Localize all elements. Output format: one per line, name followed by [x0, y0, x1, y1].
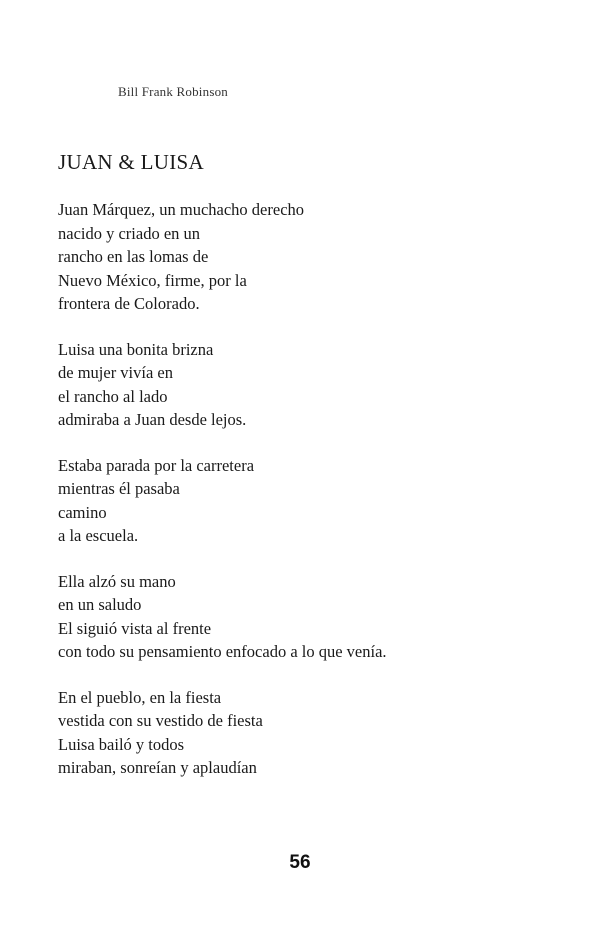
poem-line: a la escuela. [58, 526, 139, 545]
stanza-2 [58, 338, 578, 432]
stanza-3 [58, 454, 578, 548]
poem-line: el rancho al lado [58, 386, 168, 406]
poem-line: El siguió vista al frente [58, 618, 212, 638]
poem-line: frontera de Colorado. [58, 294, 200, 313]
poem-line: Luisa bailó y todos [58, 734, 185, 754]
poem-title: JUAN & LUISA [58, 150, 204, 174]
poem-line: admiraba a Juan desde lejos. [58, 410, 247, 429]
poem-line: nacido y criado en un [58, 223, 201, 243]
poem-line: con todo su pensamiento enfocado a lo que venía. [58, 642, 387, 661]
poem-line: En el pueblo, en la fiesta [58, 687, 222, 707]
poem-line: mientras él pasaba [58, 479, 180, 498]
poem-line: Luisa una bonita brizna [58, 339, 214, 359]
stanza-5 [58, 686, 578, 780]
poem-line: Ella alzó su mano [58, 571, 176, 591]
poem-line: Juan Márquez, un muchacho derecho [58, 200, 305, 219]
poem-line: miraban, sonreían y aplaudían [58, 758, 257, 777]
poem-body [58, 198, 578, 802]
poem-line: Nuevo México, firme, por la [58, 270, 247, 290]
running-header-author: Bill Frank Robinson [118, 84, 228, 99]
poem-line: camino [58, 502, 107, 522]
poem-line: en un saludo [58, 595, 142, 614]
stanza-1 [58, 198, 578, 316]
poem-line: vestida con su vestido de fiesta [58, 711, 263, 730]
poem-line: Estaba parada por la carretera [58, 455, 255, 475]
poem-line: rancho en las lomas de [58, 247, 209, 266]
stanza-4 [58, 570, 578, 664]
page-number: 56 [289, 852, 311, 873]
poem-line: de mujer vivía en [58, 363, 174, 382]
